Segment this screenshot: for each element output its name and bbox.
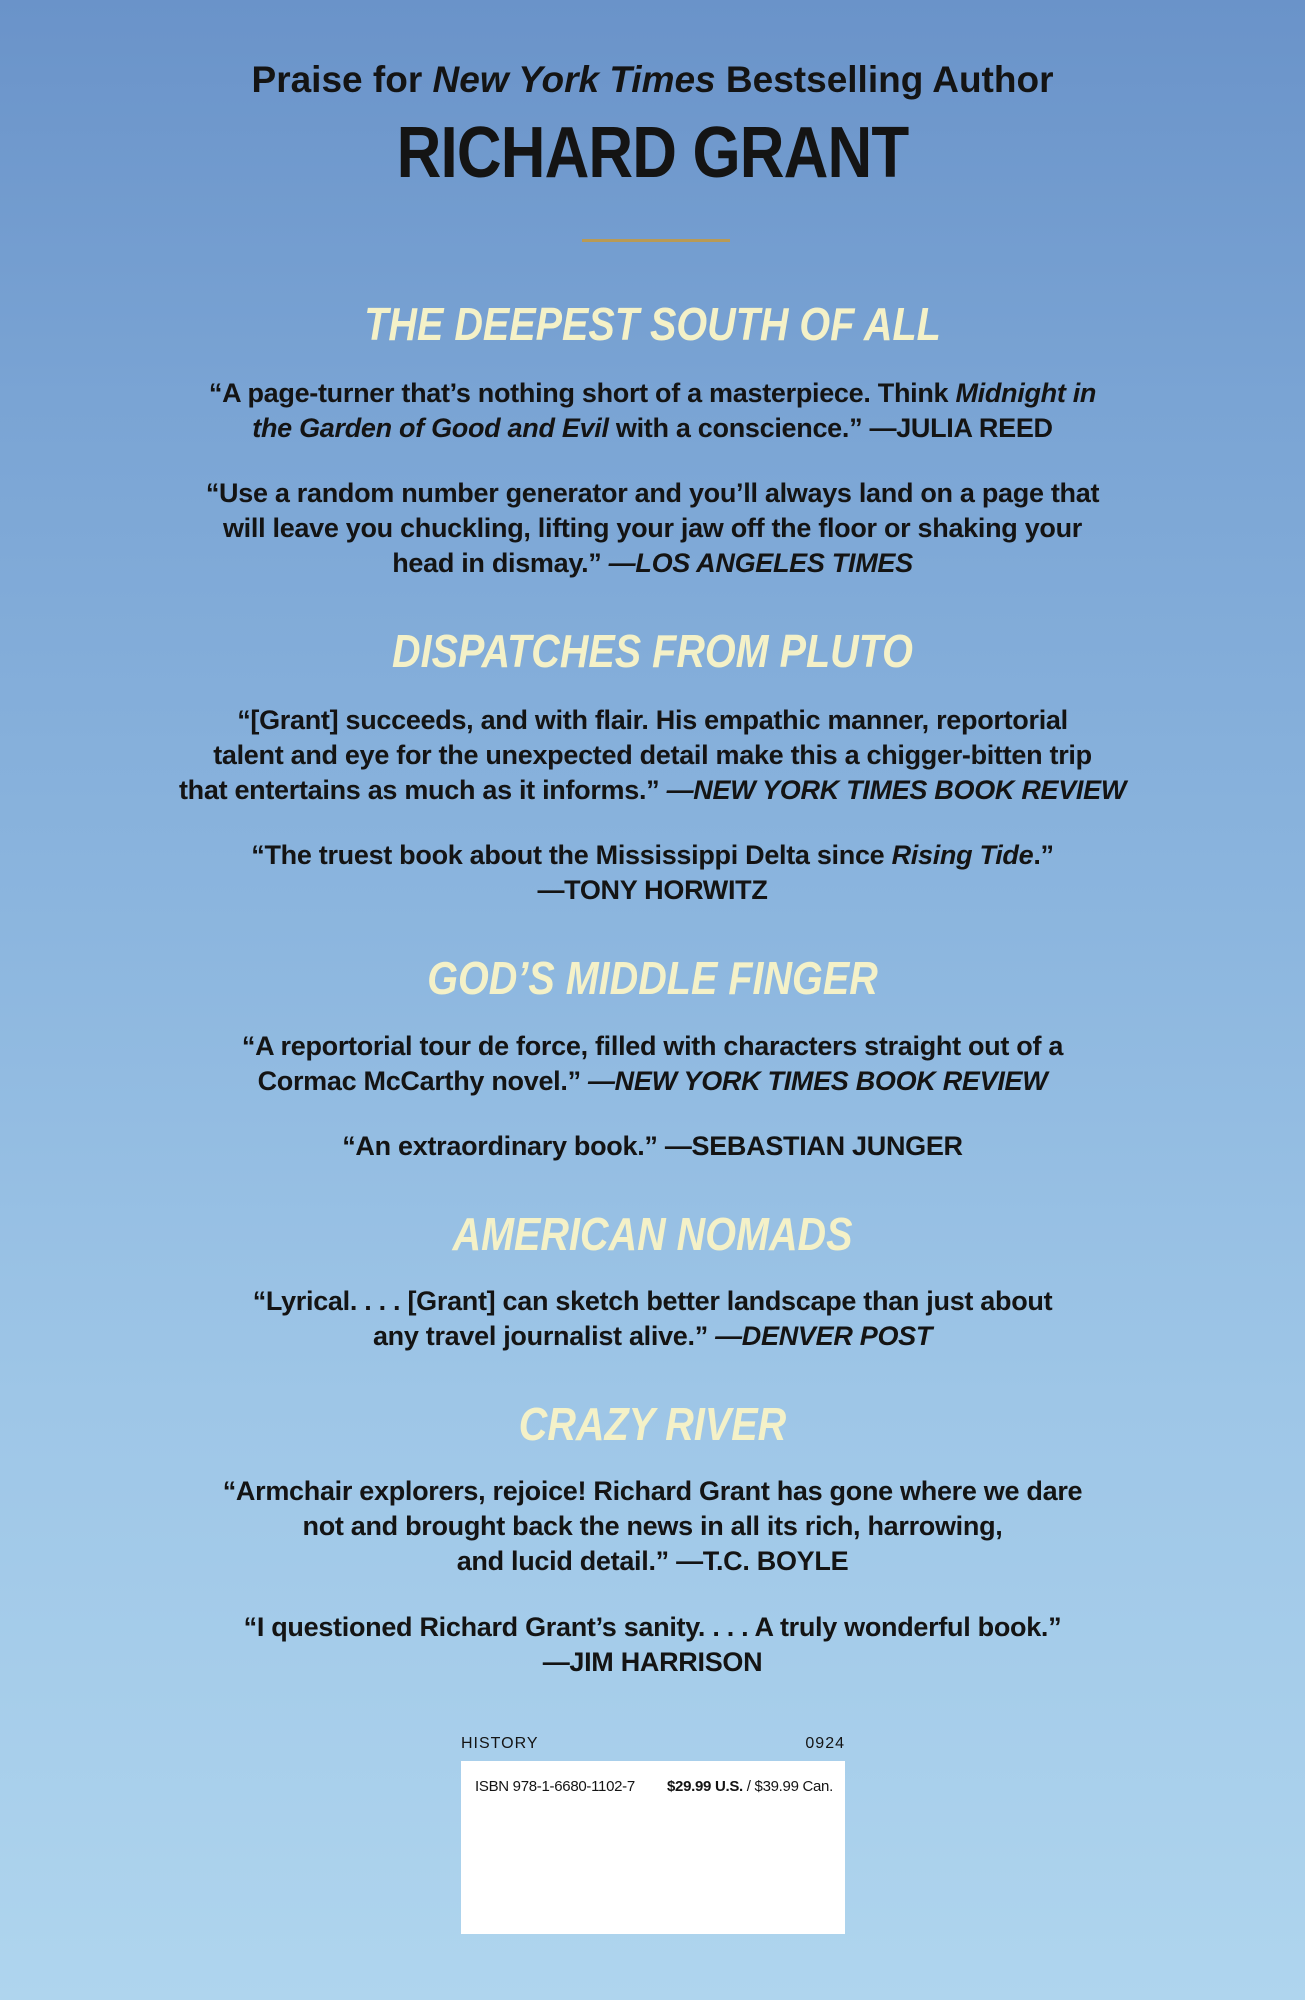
quote-line — [140, 838, 1165, 873]
book-title-gods-middle-finger: GOD’S MIDDLE FINGER — [427, 952, 878, 1004]
price-canada: $39.99 Can. — [754, 1778, 833, 1795]
quote-line — [140, 1129, 1165, 1164]
quote-jim-harrison — [140, 1610, 1165, 1680]
quote-text: “The truest book about the Mississippi Delta since — [251, 840, 892, 870]
quote-denver-post — [140, 1284, 1165, 1354]
quote-source: —DENVER POST — [715, 1321, 933, 1351]
quote-line: will leave you chuckling, lifting your jaw off the floor or shaking your — [222, 513, 1082, 543]
quote-source: —TONY HORWITZ — [537, 875, 768, 905]
quote-line: talent and eye for the unexpected detail make this a chigger-bitten trip — [213, 740, 1092, 770]
quote-source: —JIM HARRISON — [542, 1647, 763, 1677]
praise-heading — [0, 56, 1305, 104]
book-title-deepest-south: THE DEEPEST SOUTH OF ALL — [364, 298, 941, 350]
quote-line — [140, 1064, 1165, 1099]
quote-text: “An extraordinary book.” — [342, 1131, 658, 1161]
category-label: HISTORY — [461, 1735, 539, 1752]
barcode-box — [461, 1761, 845, 1934]
quote-source: —LOS ANGELES TIMES — [608, 548, 913, 578]
quote-italic-text: the Garden of Good and Evil — [252, 413, 609, 443]
book-title-crazy-river: CRAZY RIVER — [518, 1398, 787, 1450]
quote-julia-reed — [140, 376, 1165, 446]
praise-prefix: Praise for — [251, 59, 433, 100]
quote-line: “Lyrical. . . . [Grant] can sketch better landscape than just about — [252, 1286, 1053, 1316]
quote-source: —SEBASTIAN JUNGER — [664, 1131, 963, 1161]
quote-text: with a conscience.” — [608, 413, 863, 443]
print-code: 0924 — [805, 1735, 845, 1752]
quote-line — [140, 546, 1165, 581]
gold-divider — [582, 239, 730, 242]
quote-text: “A page-turner that’s nothing short of a masterpiece. Think — [208, 378, 956, 408]
quote-source: —NEW YORK TIMES BOOK REVIEW — [666, 775, 1127, 805]
quote-line — [140, 1544, 1165, 1579]
quote-italic-text: Midnight in — [955, 378, 1097, 408]
quote-nyt-book-review-pluto — [140, 703, 1165, 808]
quote-text: any travel journalist alive.” — [372, 1321, 708, 1351]
quote-nyt-book-review-finger — [140, 1029, 1165, 1099]
quote-line — [140, 376, 1165, 411]
quote-source: —T.C. BOYLE — [676, 1546, 849, 1576]
quote-line — [140, 1319, 1165, 1354]
quote-source: —JULIA REED — [869, 413, 1053, 443]
quote-source: —NEW YORK TIMES BOOK REVIEW — [587, 1066, 1048, 1096]
quote-italic-text: Rising Tide — [891, 840, 1034, 870]
quote-sebastian-junger — [140, 1129, 1165, 1164]
quote-line: “I questioned Richard Grant’s sanity. . . . A truly wonderful book.” — [243, 1612, 1062, 1642]
quote-line: “A reportorial tour de force, filled with characters straight out of a — [241, 1031, 1064, 1061]
praise-suffix: Bestselling Author — [715, 59, 1054, 100]
quote-line — [140, 773, 1165, 808]
book-title-dispatches-from-pluto: DISPATCHES FROM PLUTO — [392, 625, 913, 677]
quote-line: “[Grant] succeeds, and with flair. His empathic manner, reportorial — [237, 705, 1068, 735]
isbn-number: ISBN 978-1-6680-1102-7 — [475, 1778, 635, 1795]
praise-publication: New York Times — [432, 59, 716, 100]
quote-text: that entertains as much as it informs.” — [178, 775, 660, 805]
quote-text: .” — [1033, 840, 1054, 870]
quote-text: head in dismay.” — [392, 548, 602, 578]
quote-text: Cormac McCarthy novel.” — [257, 1066, 581, 1096]
quote-line — [140, 411, 1165, 446]
price-us: $29.99 U.S. — [667, 1778, 743, 1795]
price-separator: / — [742, 1778, 755, 1795]
quote-tc-boyle — [140, 1474, 1165, 1579]
author-name: RICHARD GRANT — [396, 113, 909, 193]
quote-line: “Use a random number generator and you’ll always land on a page that — [205, 478, 1100, 508]
quote-line: “Armchair explorers, rejoice! Richard Grant has gone where we dare — [222, 1476, 1083, 1506]
quote-tony-horwitz — [140, 838, 1165, 908]
quote-text: and lucid detail.” — [456, 1546, 669, 1576]
book-title-american-nomads: AMERICAN NOMADS — [452, 1208, 853, 1260]
price-label — [667, 1778, 833, 1795]
quote-line: not and brought back the news in all its rich, harrowing, — [302, 1511, 1003, 1541]
quote-los-angeles-times — [140, 476, 1165, 581]
